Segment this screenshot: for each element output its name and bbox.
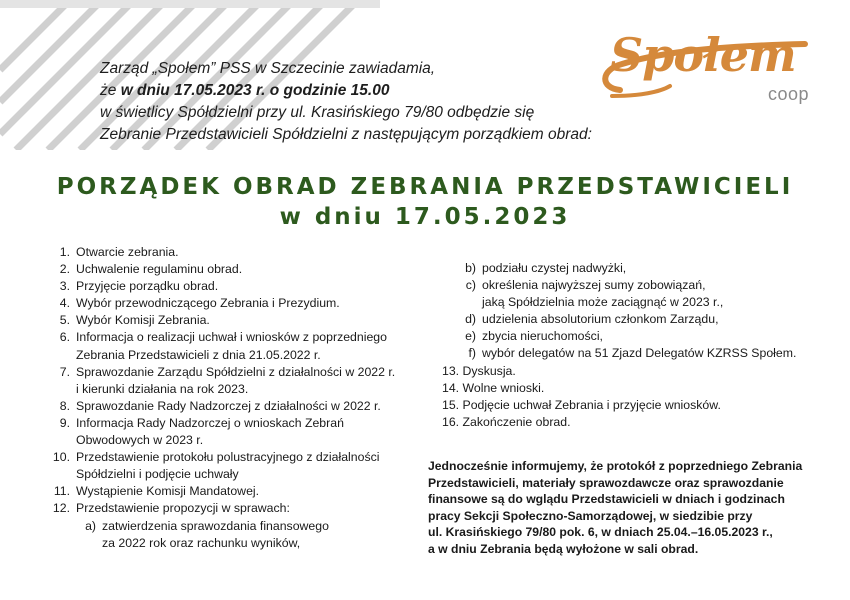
announcement-intro <box>100 58 620 146</box>
agenda-item-6-cont: Zebrania Przedstawicieli z dnia 21.05.2022 r. <box>76 347 321 362</box>
subitem-text: wybór delegatów na 51 Zjazd Delegatów KZRSS Społem. <box>482 346 797 361</box>
agenda-item-2 <box>48 261 428 278</box>
agenda-item-7 <box>48 364 428 381</box>
notice-line-2: Przedstawicieli, materiały sprawozdawcze oraz sprawozdanie <box>428 475 784 490</box>
agenda-list-right <box>440 260 830 431</box>
agenda-title-line-2: w dniu 17.05.2023 <box>279 204 571 230</box>
item-number: 10. <box>52 450 70 465</box>
item-text: Przyjęcie porządku obrad. <box>76 279 219 294</box>
spolem-logo <box>600 30 815 110</box>
subitem-letter: f) <box>468 346 476 361</box>
materials-notice <box>428 458 828 558</box>
agenda-item-15: 15. Podjęcie uchwał Zebrania i przyjęcie wniosków. <box>442 397 721 412</box>
item-number: 5. <box>59 313 70 328</box>
subitem-text: zbycia nieruchomości, <box>482 329 603 344</box>
logo-coop-label: coop <box>768 84 810 104</box>
agenda-item-8 <box>48 398 428 415</box>
item-text: Wybór Komisji Zebrania. <box>76 313 210 328</box>
subitem-letter: e) <box>465 329 476 344</box>
item-text: Uchwalenie regulaminu obrad. <box>76 262 243 277</box>
agenda-subitem-f <box>440 345 830 362</box>
item-number: 3. <box>59 279 70 294</box>
item-number: 6. <box>59 330 70 345</box>
notice-line-6: a w dniu Zebrania będą wyłożone w sali obrad. <box>428 541 699 556</box>
item-number: 1. <box>59 245 70 259</box>
item-text: Otwarcie zebrania. <box>76 245 179 259</box>
agenda-subitem-e <box>440 328 830 345</box>
agenda-item-6 <box>48 329 428 346</box>
item-text: Sprawozdanie Zarządu Spółdzielni z działalności w 2022 r. <box>76 364 396 379</box>
agenda-item-10-cont: Spółdzielni i podjęcie uchwały <box>76 467 239 482</box>
item-text: Sprawozdanie Rady Nadzorczej z działalności w 2022 r. <box>76 398 381 413</box>
notice-line-5: ul. Krasińskiego 79/80 pok. 6, w dniach 25.04.–16.05.2023 r., <box>428 525 773 540</box>
item-number: 11. <box>53 484 70 499</box>
subitem-letter: b) <box>465 261 476 275</box>
agenda-item-12 <box>48 500 428 517</box>
agenda-item-7-cont: i kierunki działania na rok 2023. <box>76 381 249 396</box>
item-text: Przedstawienie protokołu polustracyjnego z działalności <box>76 450 380 465</box>
subitem-letter: a) <box>85 518 96 533</box>
notice-line-4: pracy Sekcji Społeczno-Samorządowej, w siedzibie przy <box>428 508 753 523</box>
item-text: Przedstawienie propozycji w sprawach: <box>76 501 290 516</box>
intro-line-4: Zebranie Przedstawicieli Spółdzielni z następującym porządkiem obrad: <box>100 126 592 143</box>
intro-line-2-prefix: że <box>100 82 121 99</box>
item-text: Wystąpienie Komisji Mandatowej. <box>76 484 260 499</box>
agenda-subitem-c-cont: jaką Spółdzielnia może zaciągnąć w 2023 r., <box>482 295 724 310</box>
item-number: 4. <box>59 296 70 311</box>
agenda-item-9-cont: Obwodowych w 2023 r. <box>76 433 204 448</box>
agenda-subitem-d <box>440 311 830 328</box>
item-number: 9. <box>59 415 70 430</box>
agenda-item-13: 13. Dyskusja. <box>442 363 516 378</box>
notice-line-1: Jednocześnie informujemy, że protokół z poprzedniego Zebrania <box>428 459 803 473</box>
intro-line-2 <box>100 80 620 102</box>
subitem-text: podziału czystej nadwyżki, <box>482 261 627 275</box>
agenda-item-16: 16. Zakończenie obrad. <box>442 414 571 429</box>
item-text: Wybór przewodniczącego Zebrania i Prezydium. <box>76 296 340 311</box>
logo-wordmark: Społem <box>610 28 796 82</box>
agenda-subitem-a <box>48 518 428 535</box>
item-text: Informacja Rady Nadzorczej o wnioskach Zebrań <box>76 415 344 430</box>
agenda-title-line-1: PORZĄDEK OBRAD ZEBRANIA PRZEDSTAWICIELI <box>56 174 794 200</box>
meeting-date-time: w dniu 17.05.2023 r. o godzinie 15.00 <box>120 82 390 99</box>
agenda-item-10 <box>48 449 428 466</box>
agenda-item-3 <box>48 278 428 295</box>
intro-line-1: Zarząd „Społem” PSS w Szczecinie zawiadamia, <box>100 60 436 77</box>
agenda-item-4 <box>48 295 428 312</box>
agenda-title <box>0 172 850 232</box>
agenda-item-1 <box>48 244 428 261</box>
item-number: 8. <box>59 398 70 413</box>
item-number: 7. <box>59 364 70 379</box>
agenda-subitem-c <box>440 277 830 294</box>
subitem-text: zatwierdzenia sprawozdania finansowego <box>102 518 329 533</box>
subitem-letter: c) <box>465 278 476 293</box>
notice-line-3: finansowe są do wglądu Przedstawicieli w dniach i godzinach <box>428 492 785 507</box>
item-number: 2. <box>59 262 70 277</box>
agenda-item-11 <box>48 483 428 500</box>
agenda-item-14: 14. Wolne wnioski. <box>442 380 545 395</box>
item-number: 12. <box>52 501 70 516</box>
agenda-subitem-b <box>440 260 830 277</box>
item-text: Informacja o realizacji uchwał i wniosków z poprzedniego <box>76 330 387 345</box>
intro-line-3: w świetlicy Spółdzielni przy ul. Krasińskiego 79/80 odbędzie się <box>100 104 535 121</box>
agenda-list-left <box>48 244 428 552</box>
subitem-letter: d) <box>465 312 476 327</box>
agenda-item-5 <box>48 312 428 329</box>
subitem-text: określenia najwyższej sumy zobowiązań, <box>482 278 706 293</box>
subitem-text: udzielenia absolutorium członkom Zarządu, <box>482 312 719 327</box>
agenda-subitem-a-cont: za 2022 rok oraz rachunku wyników, <box>102 535 301 550</box>
agenda-item-9 <box>48 415 428 432</box>
